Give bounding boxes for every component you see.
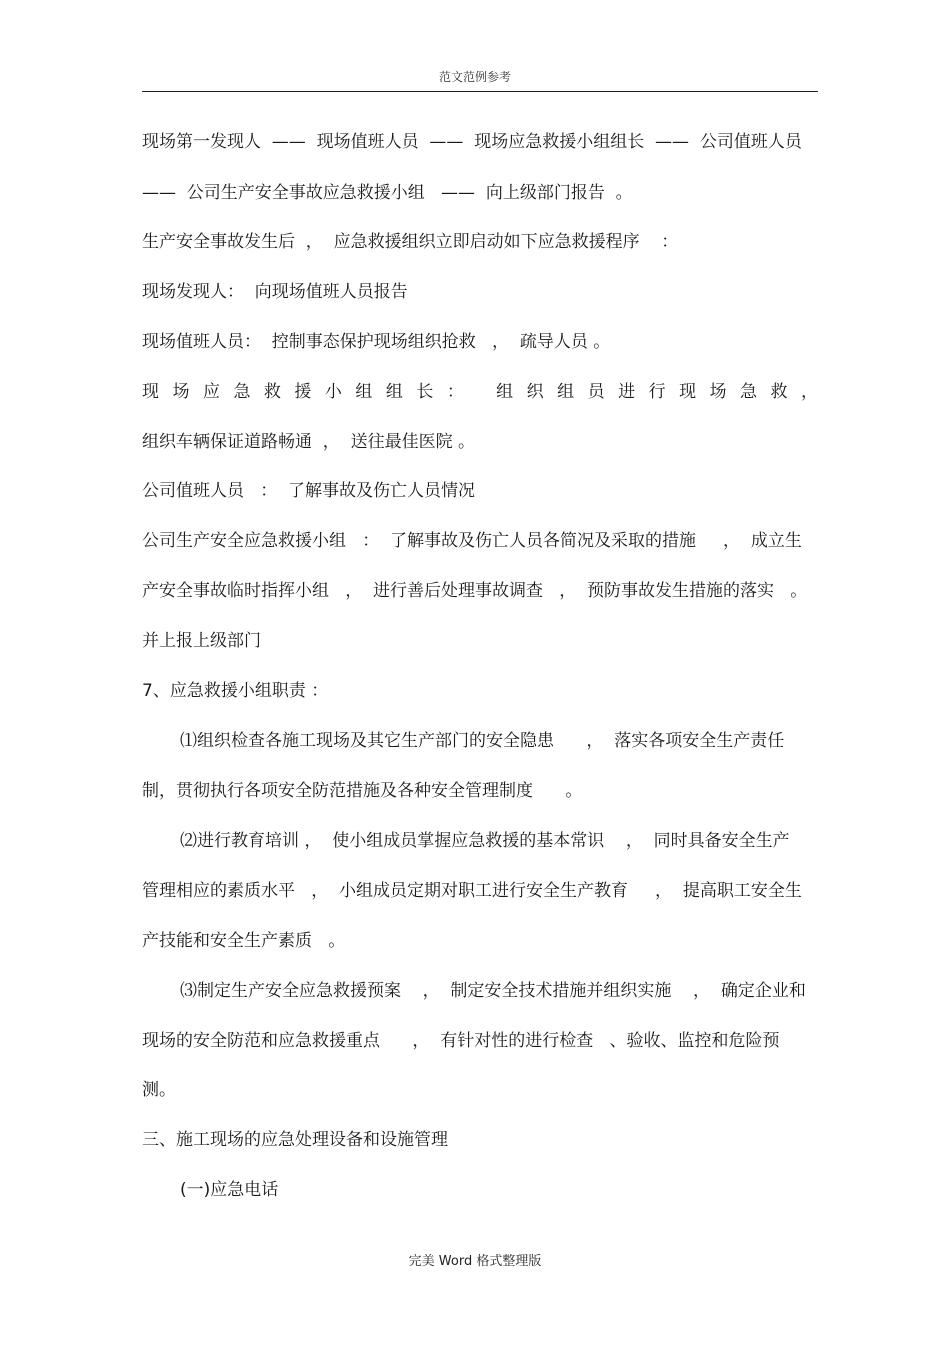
text-line: 管理相应的素质水平 ， 小组成员定期对职工进行安全生产教育 ， 提高职工安全生 [142,881,802,901]
text-line: 现场值班人员： 控制事态保护现场组织抢救 ， 疏导人员 。 [142,332,611,352]
text-line: 现场第一发现人 —— 现场值班人员 —— 现场应急救援小组组长 —— 公司值班人员 [142,132,802,152]
text-line: 现场应急救援小组组长： 组织组员进行现场急救， [142,382,818,402]
text-line: —— 公司生产安全事故应急救援小组 —— 向上级部门报告 。 [142,183,633,203]
text-line: 产技能和安全生产素质 。 [142,931,346,951]
text-line: 现场发现人： 向现场值班人员报告 [142,282,408,302]
text-line: 公司生产安全应急救援小组 ： 了解事故及伤亡人员各简况及采取的措施 ， 成立生 [142,531,802,551]
text-line: ⑴组织检查各施工现场及其它生产部门的安全隐患 ， 落实各项安全生产责任 [180,731,785,751]
text-line: ⑶制定生产安全应急救援预案 ， 制定安全技术措施并组织实施 ， 确定企业和 [180,981,806,1001]
text-line: ⑵进行教育培训 ， 使小组成员掌握应急救援的基本常识 ， 同时具备安全生产 [180,831,790,851]
section-heading: 7、应急救援小组职责 ： [142,681,329,701]
text-line: 公司值班人员 ： 了解事故及伤亡人员情况 [142,481,476,501]
subsection-heading: (一)应急电话 [180,1180,279,1200]
text-line: 制，贯彻执行各项安全防范措施及各种安全管理制度 。 [142,781,583,801]
text-line: 组织车辆保证道路畅通 ， 送往最佳医院 。 [142,432,476,452]
text-line: 产安全事故临时指挥小组 ， 进行善后处理事故调查 ， 预防事故发生措施的落实 。 [142,581,808,601]
header-rule [142,91,818,92]
page-header: 范文范例参考 [438,70,511,84]
text-line: 测。 [142,1080,176,1100]
page-footer: 完美 Word 格式整理版 [408,1254,542,1269]
text-line: 生产安全事故发生后 ， 应急救援组织立即启动如下应急救援程序 ： [142,232,679,252]
section-heading: 三、施工现场的应急处理设备和设施管理 [142,1130,448,1150]
text-line: 现场的安全防范和应急救援重点 ， 有针对性的进行检查 、验收、监控和危险预 [142,1031,780,1051]
text-line: 并上报上级部门 [142,631,261,651]
